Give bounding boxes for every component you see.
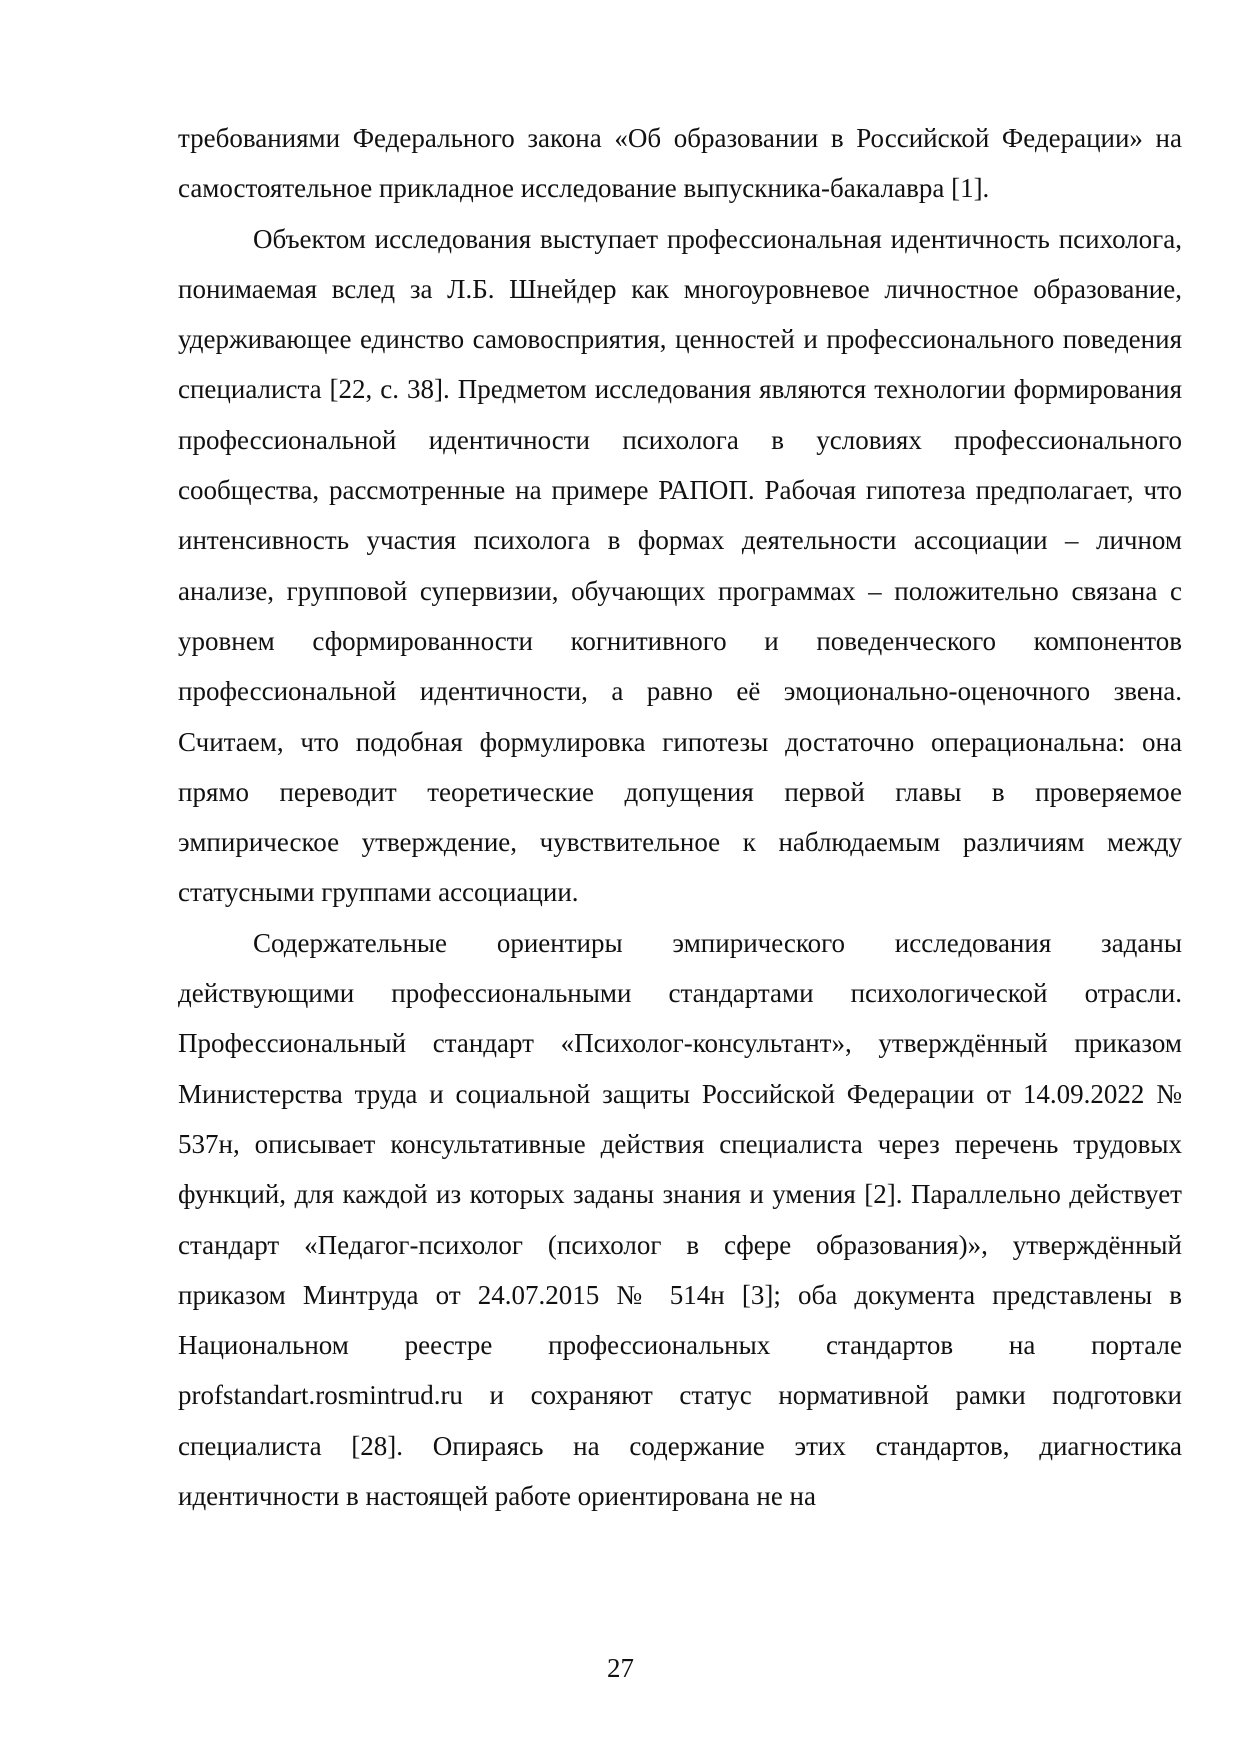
paragraph-professional-standards: Содержательные ориентиры эмпирического исследования заданы действующими профессиональными стандартами психологической отрасли. Профессиональный стандарт «Психолог-консультант», утверждённый приказом Министерства труда и социальной защиты Российской Федерации от 14.09.2022 № 537н, описывает консультативные действия специалиста через перечень трудовых функций, для каждой из которых заданы знания и умения [2]. Параллельно действует стандарт «Педагог-психолог (психолог в сфере образования)», утверждённый приказом Минтруда от 24.07.2015 № 514н [3]; оба документа представлены в Национальном реестре профессиональных стандартов на портале profstandart.rosmintrud.ru и сохраняют статус нормативной рамки подготовки специалиста [28]. Опираясь на содержание этих стандартов, диагностика идентичности в настоящей работе ориентирована не на: [178, 927, 1182, 1512]
paragraph-research-object: Объектом исследования выступает профессиональная идентичность психолога, понимаемая вслед за Л.Б. Шнейдер как многоуровневое личностное образование, удерживающее единство самовосприятия, ценностей и профессионального поведения специалиста [22, с. 38]. Предметом исследования являются технологии формирования профессиональной идентичности психолога в условиях профессионального сообщества, рассмотренные на примере РАПОП. Рабочая гипотеза предполагает, что интенсивность участия психолога в формах деятельности ассоциации – личном анализе, групповой супервизии, обучающих программах – положительно связана с уровнем сформированности когнитивного и поведенческого компонентов профессиональной идентичности, а равно её эмоционально-оценочного звена. Считаем, что подобная формулировка гипотезы достаточно операциональна: она прямо переводит теоретические допущения первой главы в проверяемое эмпирическое утверждение, чувствительное к наблюдаемым различиям между статусными группами ассоциации.: [178, 223, 1182, 908]
page-number: 27: [607, 1653, 634, 1683]
body-text: [178, 113, 1182, 1521]
paragraph-continuation: требованиями Федерального закона «Об образовании в Российской Федерации» на самостоятельное прикладное исследование выпускника-бакалавра [1].: [178, 123, 1182, 204]
